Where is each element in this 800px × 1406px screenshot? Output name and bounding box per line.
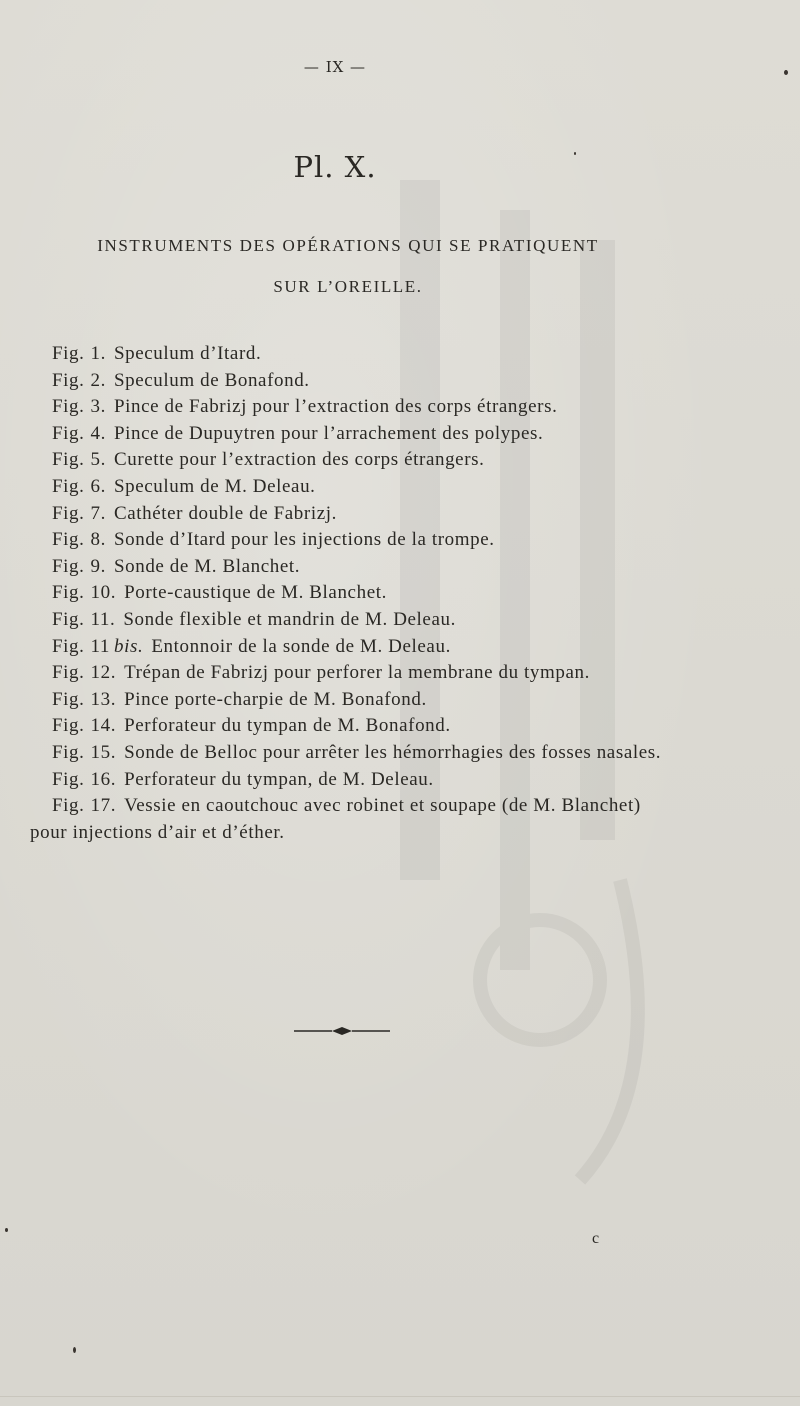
fig-label: Fig. [52, 768, 85, 790]
fig-number: 7. [90, 502, 106, 524]
figure-entry [30, 767, 670, 794]
fig-number: 13. [90, 688, 117, 710]
fig-number: 4. [90, 422, 106, 444]
fig-description: Porte-caustique de M. Blanchet. [124, 582, 387, 604]
figure-entry [30, 474, 670, 501]
figure-entry [30, 527, 670, 554]
paper-speck [784, 70, 788, 75]
paper-speck [73, 1347, 76, 1353]
fig-description: Pince de Fabrizj pour l’extraction des corps étrangers. [113, 396, 558, 418]
fig-number: 9. [90, 555, 106, 577]
fig-label: Fig. [52, 662, 85, 684]
section-title [48, 225, 648, 307]
fig-description: Perforateur du tympan de M. Bonafond. [124, 715, 451, 737]
figure-entry [30, 607, 670, 634]
fig-label: Fig. [52, 369, 85, 391]
page-edge [0, 1396, 800, 1397]
section-title-line1: INSTRUMENTS DES OPÉRATIONS QUI SE PRATIQUENT [97, 236, 599, 255]
fig-label: Fig. [52, 475, 85, 497]
fig-number: 5. [90, 449, 106, 471]
fig-label: Fig. [52, 449, 85, 471]
figure-entry [30, 421, 670, 448]
fig-label: Fig. [52, 582, 85, 604]
figure-entry [30, 687, 670, 714]
fig-number: 12. [90, 662, 117, 684]
fig-description: Pince porte-charpie de M. Bonafond. [124, 688, 427, 710]
fig-description: Trépan de Fabrizj pour perforer la membrane du tympan. [124, 662, 590, 684]
fig-number: 6. [90, 475, 106, 497]
figure-entry [30, 793, 670, 846]
fig-description: Cathéter double de Fabrizj. [113, 502, 337, 524]
fig-description: Speculum de Bonafond. [113, 369, 310, 391]
fig-number: 17. [90, 795, 117, 817]
figure-entry [30, 713, 670, 740]
fig-label: Fig. [52, 396, 85, 418]
fig-description: Curette pour l’extraction des corps étrangers. [113, 449, 485, 471]
section-title-line2: SUR L’OREILLE. [273, 277, 423, 296]
figure-entry [30, 740, 670, 767]
figure-entry [30, 447, 670, 474]
plate-title: Pl. X. [293, 150, 377, 184]
fig-label: Fig. [52, 529, 85, 551]
figure-entry [30, 368, 670, 395]
fig-label: Fig. [52, 715, 85, 737]
fig-label: Fig. [52, 635, 85, 657]
fig-description: Sonde d’Itard pour les injections de la trompe. [113, 529, 495, 551]
figure-entry [30, 501, 670, 528]
fig-description: Speculum de M. Deleau. [113, 475, 316, 497]
fig-number: 15. [90, 741, 117, 763]
fig-description: Sonde flexible et mandrin de M. Deleau. [123, 608, 456, 630]
section-end-ornament [292, 1026, 392, 1036]
fig-bis: bis. [114, 635, 144, 657]
fig-number: 1. [90, 343, 106, 364]
fig-description: Entonnoir de la sonde de M. Deleau. [151, 635, 451, 657]
fig-label: Fig. [52, 741, 85, 763]
fig-label: Fig. [52, 688, 85, 710]
fig-description: Perforateur du tympan, de M. Deleau. [124, 768, 434, 790]
figure-entry [30, 634, 670, 661]
figure-entry [30, 580, 670, 607]
fig-number: 10. [90, 582, 117, 604]
figure-entry [30, 554, 670, 581]
signature-mark: c [592, 1230, 600, 1247]
figure-entry [30, 394, 670, 421]
page-folio: — IX — [303, 58, 367, 76]
fig-label: Fig. [52, 343, 85, 364]
figure-entry [30, 660, 670, 687]
fig-label: Fig. [52, 422, 85, 444]
paper-speck [574, 152, 576, 155]
fig-description: Speculum d’Itard. [113, 343, 262, 364]
fig-description: Sonde de M. Blanchet. [113, 555, 301, 577]
fig-description: Pince de Dupuytren pour l’arrachement des polypes. [113, 422, 544, 444]
fig-number: 14. [90, 715, 117, 737]
fig-number: 8. [90, 529, 106, 551]
fig-number: 16. [90, 768, 117, 790]
fig-label: Fig. [52, 502, 85, 524]
figure-list [30, 341, 670, 846]
fig-description: Sonde de Belloc pour arrêter les hémorrhagies des fosses nasales. [124, 741, 662, 763]
fig-label: Fig. [52, 608, 85, 630]
fig-number: 2. [90, 369, 106, 391]
fig-description: Vessie en caoutchouc avec robinet et soupape (de M. Blanchet) pour injections d’air et d’éther. [30, 795, 641, 843]
fig-label: Fig. [52, 795, 85, 817]
fig-number: 11 [90, 635, 110, 657]
fig-label: Fig. [52, 555, 85, 577]
fig-number: 11. [90, 608, 116, 630]
figure-entry [30, 341, 670, 368]
fig-number: 3. [90, 396, 106, 418]
paper-speck [5, 1228, 8, 1232]
